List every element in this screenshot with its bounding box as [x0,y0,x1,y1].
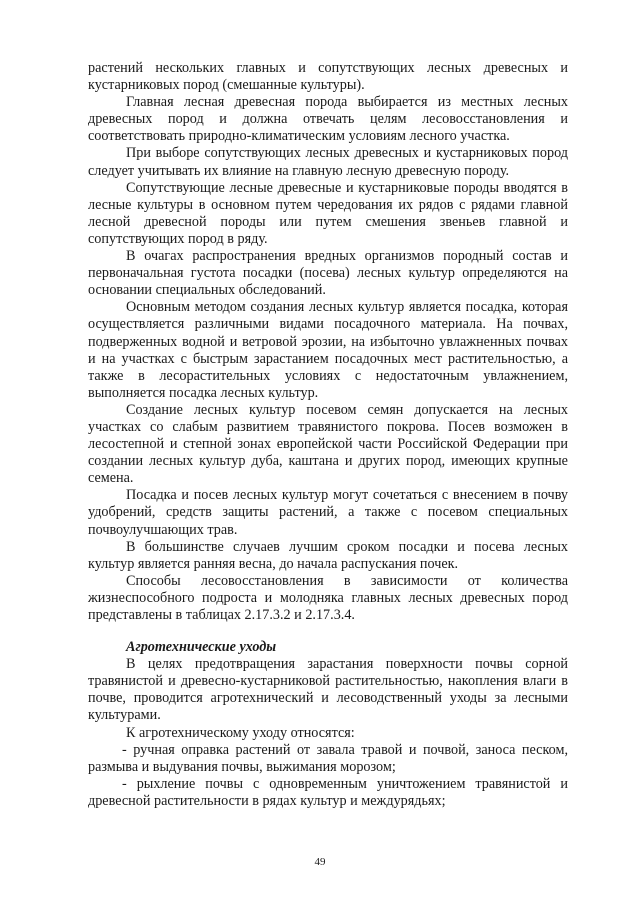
page-number: 49 [314,856,326,868]
paragraph: В большинстве случаев лучшим сроком посадки и посева лесных культур является ранняя весна, до начала распускания почек. [88,538,568,572]
paragraph: Создание лесных культур посевом семян допускается на лесных участках со слабым развитием травянистого покрова. Посев возможен в лесостепной и степной зонах европейской части Российской Федерации при создании лесных культур дуба, каштана и других пород, имеющих крупные семена. [88,401,568,487]
paragraph-continuation: растений нескольких главных и сопутствующих лесных древесных и кустарниковых пород (смешанные культуры). [88,60,568,94]
paragraph: Сопутствующие лесные древесные и кустарниковые породы вводятся в лесные культуры в основном путем чередования их рядов с рядами главной лесной древесной породы или путем смешения звеньев главной и сопутствующих пород в ряду. [88,179,568,247]
list-item: - рыхление почвы с одновременным уничтожением травянистой и древесной растительности в рядах культур и междурядьях; [88,775,568,809]
section-heading: Агротехнические уходы [126,639,277,656]
paragraph: Главная лесная древесная порода выбирается из местных лесных древесных пород и должна отвечать целям лесовосстановления и соответствовать природно-климатическим условиям лесного участка. [88,94,568,145]
list-item: - ручная оправка растений от завала травой и почвой, заноса песком, размыва и выдувания почвы, выжимания морозом; [88,741,568,775]
paragraph: Основным методом создания лесных культур является посадка, которая осуществляется различными видами посадочного материала. На почвах, подверженных водной и ветровой эрозии, на избыточно увлажненных почвах и на участках с быстрым зарастанием посадочных мест растительностью, а также в лесорастительных условиях с недостаточным увлажнением, выполняется посадка лесных культур. [88,299,568,401]
paragraph: В очагах распространения вредных организмов породный состав и первоначальная густота посадки (посева) лесных культур определяются на основании специальных обследований. [88,248,568,299]
paragraph: В целях предотвращения зарастания поверхности почвы сорной травянистой и древесно-кустарниковой растительностью, накопления влаги в почве, проводится агротехнический и лесоводственный уходы за лесными культурами. [88,656,568,724]
paragraph: Способы лесовосстановления в зависимости от количества жизнеспособного подроста и молодняка главных лесных древесных пород представлены в таблицах 2.17.3.2 и 2.17.3.4. [88,572,568,623]
document-page [88,60,568,810]
paragraph: К агротехническому уходу относятся: [126,724,355,741]
paragraph: Посадка и посев лесных культур могут сочетаться с внесением в почву удобрений, средств защиты растений, а также с посевом специальных почвоулучшающих трав. [88,487,568,538]
paragraph: При выборе сопутствующих лесных древесных и кустарниковых пород следует учитывать их влияние на главную лесную древесную породу. [88,145,568,179]
